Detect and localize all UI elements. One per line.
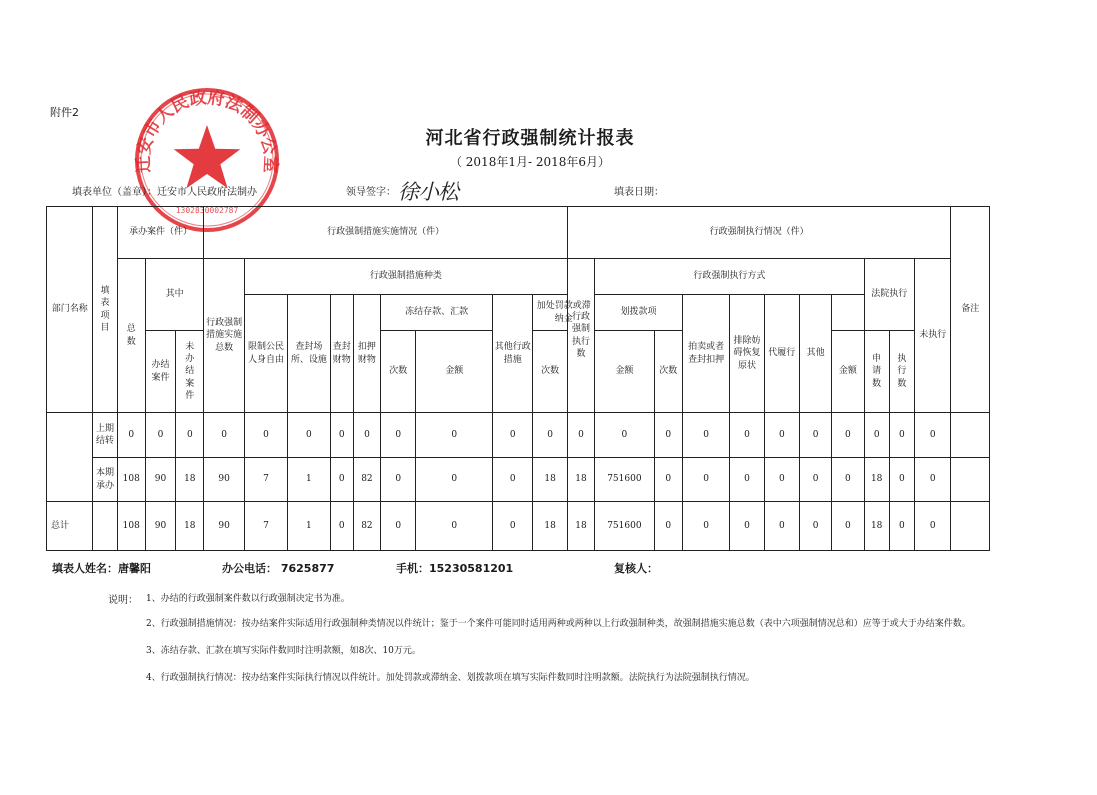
- table-cell: 18: [567, 458, 594, 502]
- table-cell: 0: [416, 458, 493, 502]
- hdr-other: 其他: [799, 295, 831, 413]
- seal-text: 迁安市人民政府法制办公室: [133, 87, 281, 174]
- table-cell: 90: [204, 458, 244, 502]
- note-item: 4、行政强制执行情况：按办结案件实际执行情况以件统计。加处罚款或滞纳金、划拨款项在填写实际件数同时注明款额。法院执行为法院强制执行情况。: [146, 673, 755, 683]
- table-cell: 18: [864, 502, 889, 551]
- table-row: [47, 502, 990, 551]
- table-cell: 0: [889, 458, 914, 502]
- table-cell: 0: [533, 413, 567, 458]
- row-dept-total: 总计: [47, 502, 93, 551]
- table-cell: 0: [654, 458, 682, 502]
- hdr-exec-modes: 行政强制执行方式: [595, 259, 864, 295]
- table-cell-remark: [951, 502, 990, 551]
- table-cell: 0: [176, 413, 204, 458]
- hdr-transfer-count: 次数: [654, 331, 682, 413]
- table-cell: 1: [288, 502, 330, 551]
- table-cell: 0: [915, 502, 951, 551]
- table-cell: 0: [864, 413, 889, 458]
- mobile-phone: 手机：15230581201: [396, 562, 514, 575]
- table-cell: 0: [832, 502, 864, 551]
- table-cell: 0: [330, 502, 353, 551]
- hdr-seal-site: 查封场所、设施: [288, 295, 330, 413]
- table-cell: 0: [330, 458, 353, 502]
- table-cell-remark: [951, 413, 990, 458]
- table-row: [47, 413, 990, 458]
- table-cell: 0: [654, 413, 682, 458]
- table-cell: 18: [864, 458, 889, 502]
- table-cell: 0: [682, 502, 729, 551]
- row-item: [93, 502, 117, 551]
- report-period: （ 2018年1月- 2018年6月）: [449, 155, 611, 169]
- hdr-cases: 承办案件（件）: [117, 207, 204, 259]
- hdr-transfer: 划拨款项: [595, 295, 683, 331]
- table-cell: 7: [244, 458, 287, 502]
- table-cell-remark: [951, 458, 990, 502]
- table-cell: 751600: [595, 502, 655, 551]
- table-cell: 0: [493, 413, 533, 458]
- table-cell: 90: [145, 502, 175, 551]
- table-cell: 1: [288, 458, 330, 502]
- hdr-seal-prop: 查封财物: [332, 342, 351, 365]
- hdr-done: 办结案件: [151, 360, 170, 383]
- annex-label: 附件2: [50, 106, 79, 119]
- table-cell: 0: [799, 458, 831, 502]
- table-cell: 0: [416, 502, 493, 551]
- hdr-exec-impl: 行政强制执行情况（件）: [567, 207, 951, 259]
- hdr-total: 总数: [126, 324, 136, 347]
- hdr-transfer-amount: 金额: [832, 331, 864, 413]
- hdr-penalty: 加处罚款或滞纳金: [533, 295, 595, 331]
- table-row: [47, 458, 990, 502]
- table-cell: 0: [654, 502, 682, 551]
- table-cell: 0: [381, 502, 416, 551]
- note-item: 2、行政强制措施情况：按办结案件实际适用行政强制种类情况以件统计；鉴于一个案件可能同时适用两种或两种以上行政强制种类，故强制措施实施总数（表中六项强制情况总和）应等于或大于办结案件数。: [146, 619, 971, 629]
- table-cell: 0: [730, 502, 764, 551]
- table-cell: 90: [145, 458, 175, 502]
- table-cell: 108: [117, 502, 145, 551]
- table-cell: 82: [353, 502, 380, 551]
- hdr-penalty-amount: 金额: [595, 331, 655, 413]
- statistics-table: [46, 206, 990, 551]
- filling-unit: 填表单位（盖章）：迁安市人民政府法制办: [72, 187, 257, 198]
- table-cell: 0: [416, 413, 493, 458]
- table-cell: 751600: [595, 458, 655, 502]
- table-cell: 0: [799, 413, 831, 458]
- leader-signature-label: 领导签字：: [346, 187, 396, 198]
- hdr-seize: 扣押财物: [357, 342, 376, 365]
- hdr-item: 填表项目: [100, 286, 110, 333]
- hdr-auction: 拍卖或者查封扣押: [682, 295, 729, 413]
- hdr-remark: 备注: [951, 207, 990, 413]
- table-cell: 0: [117, 413, 145, 458]
- leader-signature: 徐小松: [398, 180, 458, 204]
- table-cell: 0: [764, 458, 799, 502]
- hdr-proxy: 代履行: [764, 295, 799, 413]
- table-cell: 0: [330, 413, 353, 458]
- table-cell: 18: [176, 502, 204, 551]
- table-cell: 0: [353, 413, 380, 458]
- note-item: 1、办结的行政强制案件数以行政强制决定书为准。: [146, 594, 350, 604]
- hdr-measures-impl: 行政强制措施实施情况（件）: [204, 207, 567, 259]
- table-cell: 0: [730, 458, 764, 502]
- table-cell: 18: [533, 458, 567, 502]
- table-cell: 0: [730, 413, 764, 458]
- hdr-freeze-count: 次数: [381, 331, 416, 413]
- hdr-freeze: 冻结存款、汇款: [381, 295, 493, 331]
- hdr-executed: 执行数: [897, 354, 907, 389]
- reviewer: 复核人：: [614, 562, 658, 575]
- table-cell: 0: [764, 413, 799, 458]
- table-cell: 0: [595, 413, 655, 458]
- table-cell: 0: [381, 413, 416, 458]
- table-cell: 0: [832, 458, 864, 502]
- filler-name: 填表人姓名：唐馨阳: [52, 562, 151, 575]
- table-cell: 0: [493, 502, 533, 551]
- table-cell: 90: [204, 502, 244, 551]
- hdr-penalty-count: 次数: [533, 331, 567, 413]
- table-cell: 0: [915, 458, 951, 502]
- table-cell: 0: [145, 413, 175, 458]
- note-item: 3、冻结存款、汇款在填写实际件数同时注明款额，如8次、10万元。: [146, 646, 421, 656]
- table-cell: 0: [799, 502, 831, 551]
- table-cell: 0: [493, 458, 533, 502]
- hdr-restrict: 限制公民人身自由: [244, 295, 287, 413]
- table-cell: 0: [682, 458, 729, 502]
- hdr-exec-count: 行政强制执行数: [567, 259, 594, 413]
- table-cell: 0: [567, 413, 594, 458]
- table-cell: 18: [533, 502, 567, 551]
- hdr-freeze-amount: 金额: [416, 331, 493, 413]
- table-cell: 0: [244, 413, 287, 458]
- notes-heading: 说明：: [108, 595, 138, 606]
- hdr-measures-total: 行政强制措施实施总数: [204, 259, 244, 413]
- row-item: 上期结转: [96, 423, 115, 446]
- hdr-not-exec: 未执行: [915, 259, 951, 413]
- hdr-of-which: 其中: [145, 259, 204, 331]
- report-title: 河北省行政强制统计报表: [425, 128, 635, 149]
- table-cell: 0: [204, 413, 244, 458]
- row-dept: [47, 413, 93, 502]
- table-cell: 0: [832, 413, 864, 458]
- table-cell: 18: [176, 458, 204, 502]
- table-cell: 108: [117, 458, 145, 502]
- row-item: 本期承办: [96, 468, 115, 491]
- seal-star-icon: [174, 125, 241, 188]
- table-cell: 0: [381, 458, 416, 502]
- table-cell: 0: [288, 413, 330, 458]
- table-cell: 18: [567, 502, 594, 551]
- seal-code: 1302830002787: [175, 206, 239, 215]
- table-cell: 0: [889, 413, 914, 458]
- hdr-dept: 部门名称: [47, 207, 93, 413]
- table-cell: 0: [682, 413, 729, 458]
- hdr-court: 法院执行: [864, 259, 914, 331]
- table-cell: 82: [353, 458, 380, 502]
- hdr-measure-types: 行政强制措施种类: [244, 259, 567, 295]
- table-cell: 0: [764, 502, 799, 551]
- table-cell: 0: [889, 502, 914, 551]
- table-cell: 7: [244, 502, 287, 551]
- table-cell: 0: [915, 413, 951, 458]
- hdr-apply: 申请数: [872, 354, 882, 389]
- office-phone: 办公电话： 7625877: [222, 562, 335, 575]
- hdr-other-measures: 其他行政措施: [493, 295, 533, 413]
- fill-date-label: 填表日期：: [614, 187, 664, 198]
- hdr-remove: 排除妨碍恢复原状: [730, 295, 764, 413]
- hdr-undone: 未办结案件: [185, 342, 195, 401]
